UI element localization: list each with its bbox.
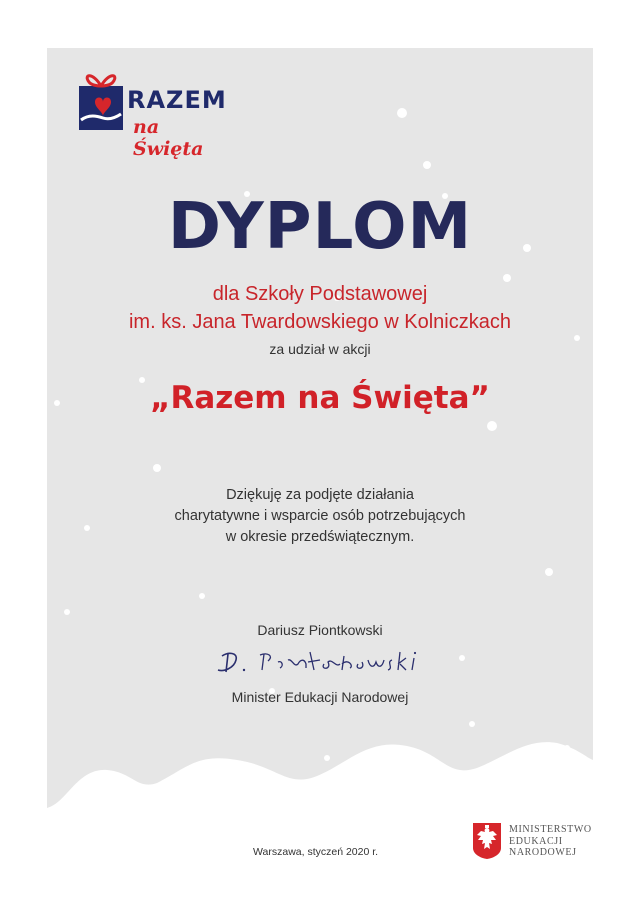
recipient-line-1: dla Szkoły Podstawowej xyxy=(212,283,428,305)
ministry-name xyxy=(509,824,592,859)
razem-logo xyxy=(75,68,235,160)
ministry-line-3: NARODOWEJ xyxy=(509,847,577,858)
campaign-name: „Razem na Święta” xyxy=(150,380,490,416)
place-and-date: Warszawa, styczeń 2020 r. xyxy=(253,846,379,858)
logo-subtitle: na Święta xyxy=(133,116,204,160)
thanks-text xyxy=(0,485,640,548)
participation-text: za udział w akcji xyxy=(269,341,371,357)
handwritten-signature xyxy=(208,646,438,676)
snow-background xyxy=(47,48,593,858)
logo-title: RAZEM xyxy=(127,86,227,114)
recipient-line-2: im. ks. Jana Twardowskiego w Kolniczkach xyxy=(128,311,511,333)
ministry-line-2: EDUKACJI xyxy=(509,835,563,847)
signatory-name: Dariusz Piontkowski xyxy=(257,622,383,638)
diploma-sheet xyxy=(47,48,593,858)
gift-heart-icon xyxy=(75,68,127,134)
signatory-role: Minister Edukacji Narodowej xyxy=(231,689,409,705)
thanks-line-1: Dziękuję za podjęte działania xyxy=(226,487,414,503)
polish-eagle-emblem-icon xyxy=(472,822,502,860)
thanks-line-2: charytatywne i wsparcie osób potrzebujących xyxy=(174,508,466,524)
diploma-title: DYPLOM xyxy=(167,190,473,264)
thanks-line-3: w okresie przedświątecznym. xyxy=(225,529,415,545)
ministry-line-1: MINISTERSTWO xyxy=(509,824,592,835)
